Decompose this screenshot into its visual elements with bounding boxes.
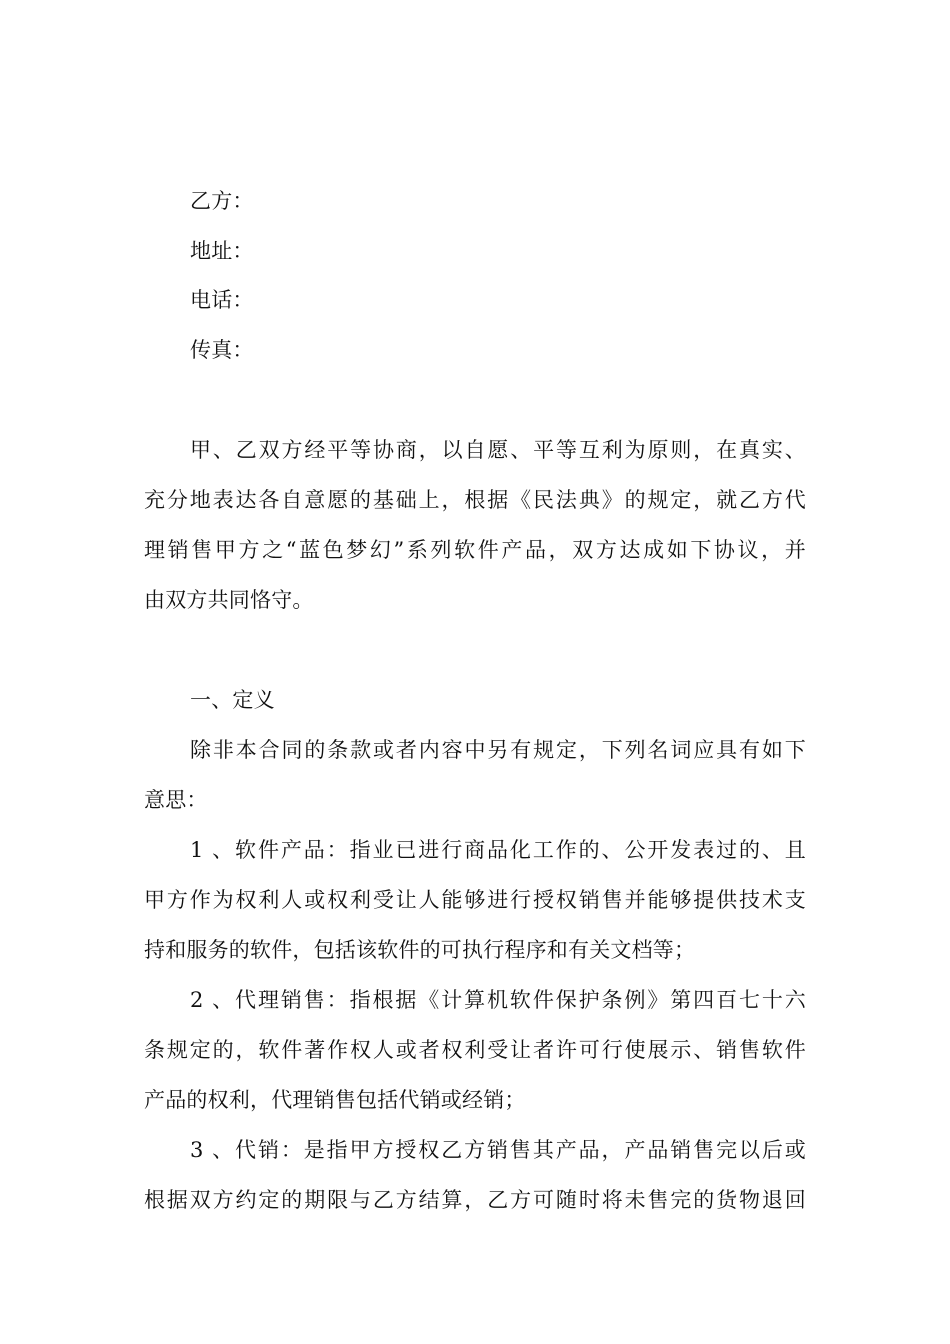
address-label: 地址： [190, 239, 254, 263]
preamble-line: 理销售甲方之“蓝色梦幻”系列软件产品，双方达成如下协议，并 [144, 538, 806, 562]
definition-item-line: 1 、软件产品：指业已进行商品化工作的、公开发表过的、且 [190, 838, 806, 862]
phone-label: 电话： [190, 288, 254, 312]
definition-intro-line: 除非本合同的条款或者内容中另有规定，下列名词应具有如下 [190, 738, 806, 762]
section-heading: 一、定义 [190, 688, 275, 712]
definition-item-line: 条规定的，软件著作权人或者权利受让者许可行使展示、销售软件 [144, 1038, 806, 1062]
preamble-line: 甲、乙双方经平等协商，以自愿、平等互利为原则，在真实、 [190, 438, 806, 462]
definition-item-line: 根据双方约定的期限与乙方结算，乙方可随时将未售完的货物退回 [144, 1188, 806, 1212]
definition-item-line: 3 、代销：是指甲方授权乙方销售其产品，产品销售完以后或 [190, 1138, 806, 1162]
definition-item-line: 持和服务的软件，包括该软件的可执行程序和有关文档等； [144, 938, 696, 962]
definition-item-line: 产品的权利，代理销售包括代销或经销； [144, 1088, 526, 1112]
preamble-line: 充分地表达各自意愿的基础上，根据《民法典》的规定，就乙方代 [144, 488, 806, 512]
definition-item-line: 2 、代理销售：指根据《计算机软件保护条例》第四百七十六 [190, 988, 806, 1012]
definition-intro-line: 意思： [144, 788, 208, 812]
fax-label: 传真： [190, 338, 254, 362]
party-b-label: 乙方： [190, 189, 254, 213]
definition-item-line: 甲方作为权利人或权利受让人能够进行授权销售并能够提供技术支 [144, 888, 806, 912]
preamble-line: 由双方共同恪守。 [144, 588, 314, 612]
